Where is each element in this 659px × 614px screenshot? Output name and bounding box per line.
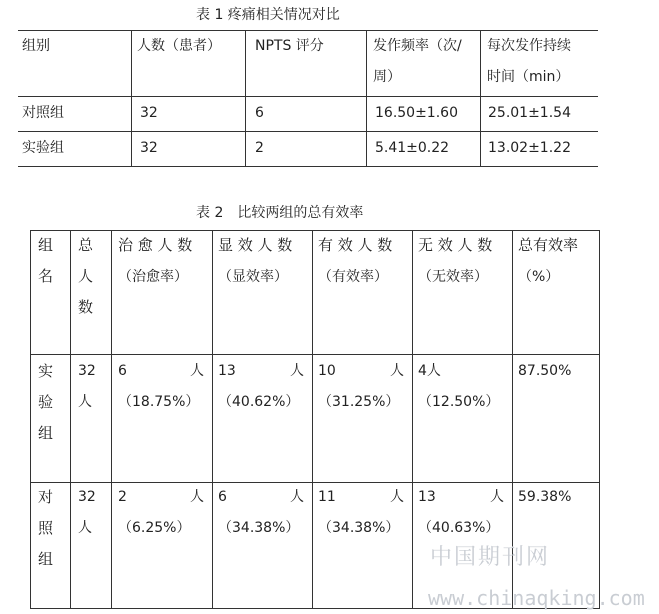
- t2-count: 6: [118, 363, 127, 379]
- t2-cell: （31.25%）: [318, 394, 400, 410]
- t2-cell: [218, 482, 304, 513]
- t2-header-cured-rate: （治愈率）: [118, 269, 188, 285]
- t2-header-ineffective-rate: （无效率）: [418, 269, 488, 285]
- t2-cell: 人: [78, 520, 92, 536]
- t2-cell: 对: [38, 488, 54, 506]
- t1-cell: 6: [255, 105, 264, 121]
- t2-count: 2: [118, 489, 127, 505]
- t2-header-cured: 治 愈 人 数: [118, 236, 193, 254]
- t1-header-duration-line1: 每次发作持续: [487, 38, 571, 54]
- t2-cell: 87.50%: [518, 363, 572, 379]
- t2-count: 11: [318, 489, 336, 505]
- t2-unit: 人: [190, 363, 204, 379]
- t1-cell: 2: [255, 140, 264, 156]
- t1-cell: 25.01±1.54: [488, 105, 571, 121]
- t2-cell: （40.63%）: [418, 520, 500, 536]
- t2-unit: 人: [290, 489, 304, 505]
- t2-cell: 32: [78, 363, 96, 379]
- t2-cell: [318, 356, 404, 387]
- t2-cell: [118, 356, 204, 387]
- t2-header-group-1: 组: [38, 236, 54, 254]
- t2-cell: 验: [38, 393, 54, 411]
- t2-header-total-3: 数: [78, 298, 94, 316]
- table2-caption: 表 2 比较两组的总有效率: [196, 205, 364, 221]
- t2-header-total-2: 人: [78, 267, 94, 285]
- t2-unit: 人: [190, 489, 204, 505]
- t2-cell: （18.75%）: [118, 394, 200, 410]
- t1-header-duration-line2: 时间（min）: [487, 69, 570, 85]
- t2-cell: [418, 482, 504, 513]
- t2-unit: 人: [390, 489, 404, 505]
- table1-caption: 表 1 疼痛相关情况对比: [196, 7, 340, 23]
- t2-cell: [118, 482, 204, 513]
- t2-cell: （34.38%）: [218, 520, 300, 536]
- t2-cell: （12.50%）: [418, 394, 500, 410]
- t1-header-count: 人数（患者）: [137, 38, 221, 54]
- t1-header-frequency-line2: 周）: [373, 69, 401, 85]
- t2-unit: 人: [390, 363, 404, 379]
- t2-count: 13: [218, 363, 236, 379]
- t2-cell: （40.62%）: [218, 394, 300, 410]
- t2-unit: 人: [490, 489, 504, 505]
- t2-header-total-1: 总: [78, 236, 94, 254]
- t2-count: 6: [218, 489, 227, 505]
- t2-cell: 实: [38, 362, 54, 380]
- t2-cell: [318, 482, 404, 513]
- t2-cell: [218, 356, 304, 387]
- t2-header-effective-rate: （有效率）: [318, 269, 388, 285]
- t1-header-group: 组别: [22, 38, 50, 54]
- t2-header-total-rate: 总有效率: [518, 236, 579, 254]
- t1-cell: 实验组: [22, 140, 64, 156]
- t1-header-frequency-line1: 发作频率（次/: [373, 38, 462, 54]
- t2-header-group-2: 名: [38, 267, 54, 285]
- t2-header-marked: 显 效 人 数: [218, 236, 293, 254]
- watermark-site-name: 中国期刊网: [430, 545, 551, 570]
- t1-cell: 32: [140, 105, 158, 121]
- t2-cell: 照: [38, 519, 54, 537]
- t1-cell: 13.02±1.22: [488, 140, 571, 156]
- t1-cell: 对照组: [22, 105, 64, 121]
- t1-cell: 32: [140, 140, 158, 156]
- t1-cell: 5.41±0.22: [375, 140, 450, 156]
- t2-header-total-rate-unit: （%）: [518, 269, 560, 285]
- t2-cell: 32: [78, 489, 96, 505]
- t2-cell: 组: [38, 424, 54, 442]
- t2-cell: 组: [38, 550, 54, 568]
- watermark-url: www.chinaqking.com: [428, 586, 645, 610]
- t2-header-ineffective: 无 效 人 数: [418, 236, 493, 254]
- t2-header-effective: 有 效 人 数: [318, 236, 393, 254]
- t2-cell: （6.25%）: [118, 520, 191, 536]
- t1-cell: 16.50±1.60: [375, 105, 458, 121]
- t2-cell: 4人: [418, 363, 441, 379]
- t2-cell: 59.38%: [518, 489, 572, 505]
- t2-cell: （34.38%）: [318, 520, 400, 536]
- t2-header-marked-rate: （显效率）: [218, 269, 288, 285]
- t2-count: 10: [318, 363, 336, 379]
- t2-cell: 人: [78, 394, 92, 410]
- t2-unit: 人: [290, 363, 304, 379]
- t2-count: 13: [418, 489, 436, 505]
- t1-header-npts: NPTS 评分: [255, 38, 324, 54]
